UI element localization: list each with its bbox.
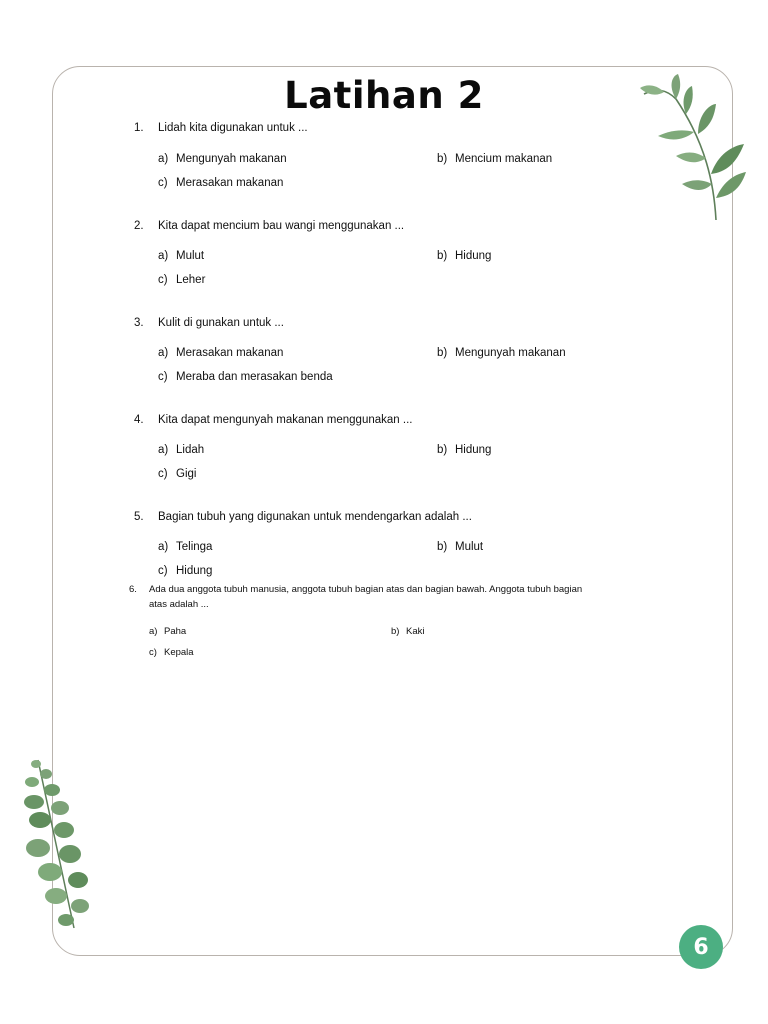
option-c[interactable]: c) Hidung (158, 565, 213, 577)
question-number: 1. (134, 122, 144, 134)
option-a[interactable]: a) Mulut (158, 250, 205, 262)
page-number-badge: 6 (679, 925, 723, 969)
option-a[interactable]: a) Mengunyah makanan (158, 153, 287, 165)
question-text: Lidah kita digunakan untuk ... (158, 122, 308, 134)
option-c[interactable]: c) Leher (158, 274, 206, 286)
leaf-branch-bottom-left-icon (16, 756, 94, 932)
question-text: Kita dapat mencium bau wangi menggunakan ... (158, 220, 405, 232)
option-c[interactable]: c) Gigi (158, 468, 197, 480)
option-c[interactable]: c) Kepala (149, 647, 194, 658)
option-b[interactable]: b) Mulut (437, 541, 484, 553)
option-b[interactable]: b) Hidung (437, 444, 492, 456)
question-text-line-1: Ada dua anggota tubuh manusia, anggota tubuh bagian atas dan bagian bawah. Anggota tubuh bagian (149, 584, 583, 595)
option-c[interactable]: c) Meraba dan merasakan benda (158, 371, 333, 383)
option-a[interactable]: a) Lidah (158, 444, 205, 456)
question-number: 3. (134, 317, 144, 329)
option-a[interactable]: a) Paha (149, 626, 187, 637)
page-title: Latihan 2 (284, 74, 484, 117)
option-c[interactable]: c) Merasakan makanan (158, 177, 284, 189)
question-number: 2. (134, 220, 144, 232)
question-text: Kulit di gunakan untuk ... (158, 317, 284, 329)
question-text-line-2: atas adalah ... (149, 599, 209, 610)
option-b[interactable]: b) Hidung (437, 250, 492, 262)
option-b[interactable]: b) Mengunyah makanan (437, 347, 566, 359)
option-b[interactable]: b) Mencium makanan (437, 153, 553, 165)
question-text: Bagian tubuh yang digunakan untuk mendengarkan adalah ... (158, 511, 472, 523)
option-b[interactable]: b) Kaki (391, 626, 425, 637)
question-text: Kita dapat mengunyah makanan menggunakan ... (158, 414, 413, 426)
question-number: 6. (129, 584, 137, 595)
option-a[interactable]: a) Merasakan makanan (158, 347, 284, 359)
question-number: 5. (134, 511, 144, 523)
question-number: 4. (134, 414, 144, 426)
option-a[interactable]: a) Telinga (158, 541, 213, 553)
